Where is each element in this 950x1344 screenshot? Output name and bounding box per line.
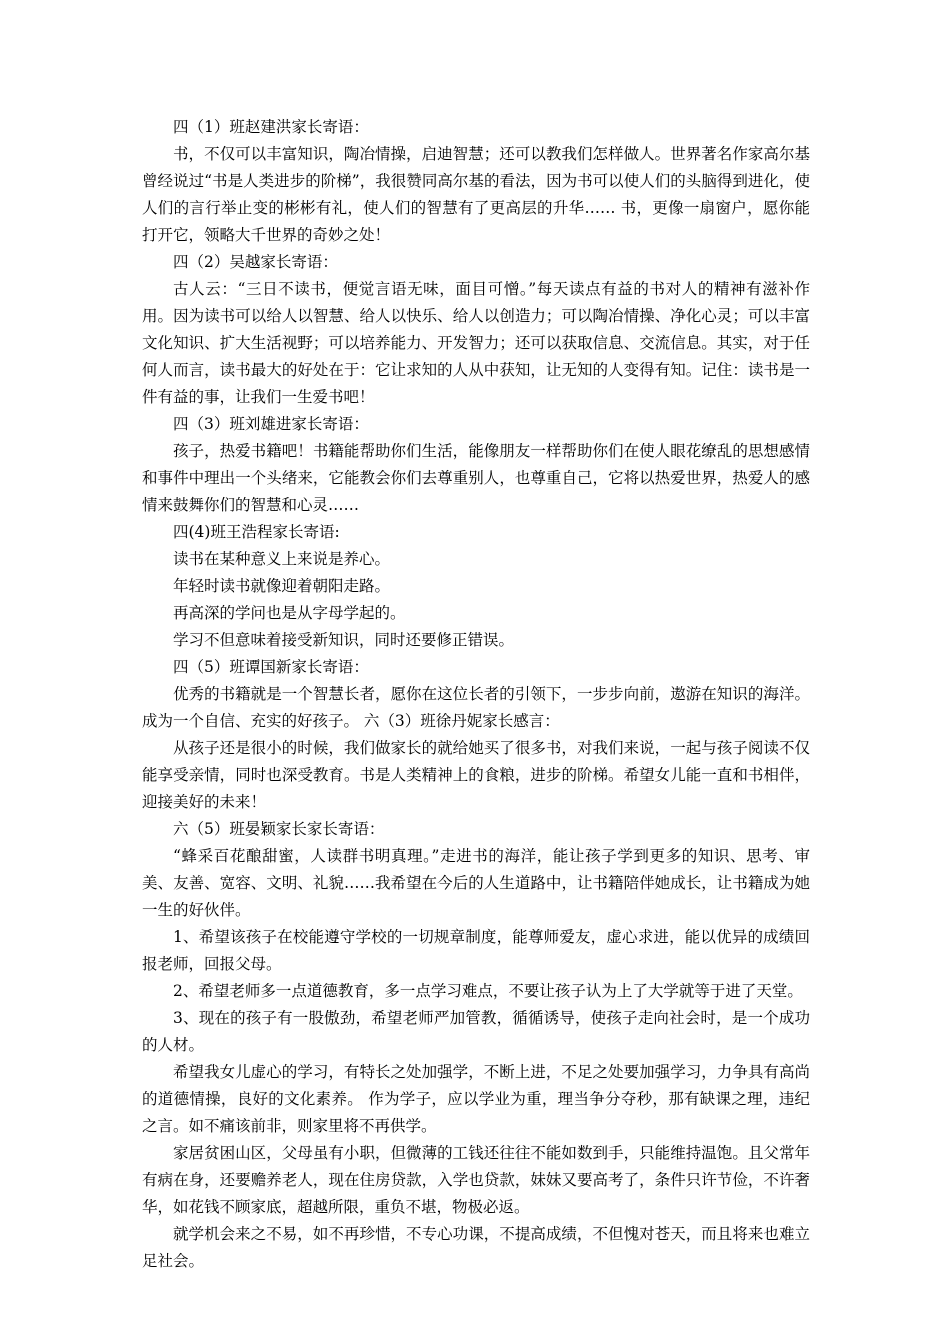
- section-heading: 四（5）班谭国新家长寄语：: [173, 658, 369, 676]
- document-page: [142, 114, 810, 1275]
- section-heading: 六（5）班晏颖家长家长寄语：: [173, 820, 385, 838]
- section-heading: 四（3）班刘雄进家长寄语：: [173, 415, 369, 433]
- body-paragraph: 年轻时读书就像迎着朝阳走路。: [173, 577, 391, 595]
- body-paragraph: 古人云：“三日不读书，便觉言语无味，面目可憎。”每天读点有益的书对人的精神有滋补作用。因为读书可以给人以智慧、给人以快乐、给人以创造力；可以陶冶情操、净化心灵；可以丰富文化知识、扩大生活视野；可以培养能力、开发智力；还可以获取信息、交流信息。其实，对于任何人而言，读书最大的好处在于：它让求知的人从中获知，让无知的人变得有知。记住：读书是一件有益的事，让我们一生爱书吧！: [142, 280, 810, 406]
- body-paragraph: 再高深的学问也是从字母学起的。: [173, 604, 406, 622]
- body-paragraph: 学习不但意味着接受新知识，同时还要修正错误。: [173, 631, 515, 649]
- body-paragraph: 家居贫困山区，父母虽有小职，但微薄的工钱还往往不能如数到手，只能维持温饱。且父常年有病在身，还要赡养老人，现在住房贷款，入学也贷款，妹妹又要高考了，条件只许节俭，不许奢华，如花钱不顾家底，超越所限，重负不堪，物极必返。: [142, 1144, 810, 1216]
- body-paragraph: 就学机会来之不易，如不再珍惜，不专心功课，不提高成绩，不但愧对苍天，而且将来也难立足社会。: [142, 1225, 810, 1270]
- body-paragraph: 从孩子还是很小的时候，我们做家长的就给她买了很多书，对我们来说，一起与孩子阅读不仅能享受亲情，同时也深受教育。书是人类精神上的食粮，进步的阶梯。希望女儿能一直和书相伴，迎接美好的未来！: [142, 739, 810, 811]
- body-paragraph: 孩子，热爱书籍吧！书籍能帮助你们生活，能像朋友一样帮助你们在使人眼花缭乱的思想感情和事件中理出一个头绪来，它能教会你们去尊重别人，也尊重自己，它将以热爱世界，热爱人的感情来鼓舞你们的智慧和心灵……: [142, 442, 810, 514]
- body-paragraph: 读书在某种意义上来说是养心。: [173, 550, 391, 568]
- section-heading: 四(4)班王浩程家长寄语:: [173, 523, 340, 541]
- body-paragraph: 1、希望该孩子在校能遵守学校的一切规章制度，能尊师爱友，虚心求进，能以优异的成绩回报老师，回报父母。: [142, 928, 810, 973]
- body-paragraph: 优秀的书籍就是一个智慧长者，愿你在这位长者的引领下，一步步向前，遨游在知识的海洋。成为一个自信、充实的好孩子。 六（3）班徐丹妮家长感言：: [142, 685, 810, 730]
- body-paragraph: “蜂采百花酿甜蜜，人读群书明真理。”走进书的海洋，能让孩子学到更多的知识、思考、审美、友善、宽容、文明、礼貌……我希望在今后的人生道路中，让书籍陪伴她成长，让书籍成为她一生的好伙伴。: [142, 847, 810, 919]
- body-paragraph: 3、现在的孩子有一股傲劲，希望老师严加管教，循循诱导，使孩子走向社会时，是一个成功的人材。: [142, 1009, 810, 1054]
- body-paragraph: 2、希望老师多一点道德教育，多一点学习难点，不要让孩子认为上了大学就等于进了天堂。: [173, 982, 803, 1000]
- body-paragraph: 书，不仅可以丰富知识，陶冶情操，启迪智慧；还可以教我们怎样做人。世界著名作家高尔基曾经说过“书是人类进步的阶梯”，我很赞同高尔基的看法，因为书可以使人们的头脑得到进化，使人们的言行举止变的彬彬有礼，使人们的智慧有了更高层的升华…… 书，更像一扇窗户，愿你能打开它，领略大千世界的奇妙之处！: [142, 145, 810, 244]
- section-heading: 四（1）班赵建洪家长寄语：: [173, 118, 369, 136]
- section-heading: 四（2）吴越家长寄语：: [173, 253, 338, 271]
- body-paragraph: 希望我女儿虚心的学习，有特长之处加强学，不断上进，不足之处要加强学习，力争具有高尚的道德情操，良好的文化素养。 作为学子，应以学业为重，理当争分夺秒，那有缺课之理，违纪之言。如不痛该前非，则家里将不再供学。: [142, 1063, 810, 1135]
